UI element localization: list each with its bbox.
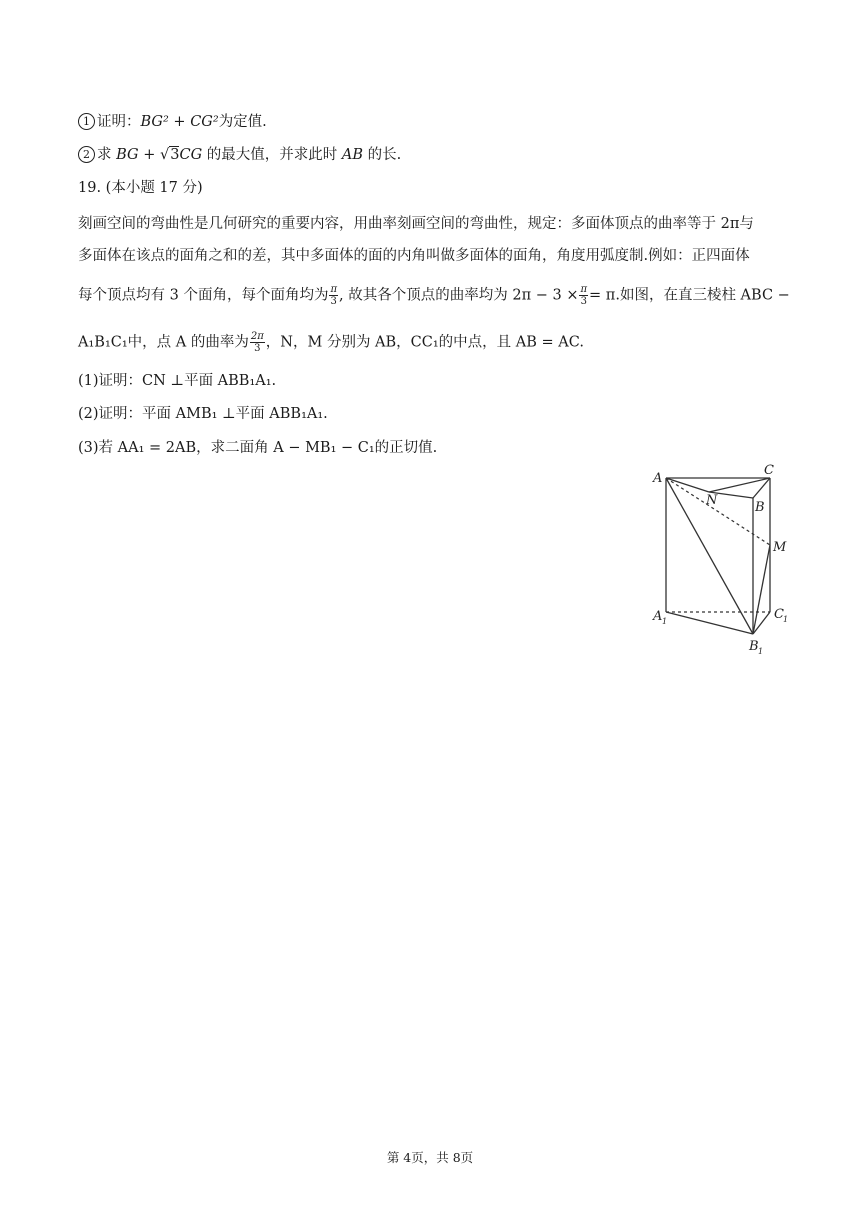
- item-1-label: 证明：: [97, 114, 141, 130]
- sqrt-radicand: 3: [170, 147, 180, 163]
- fraction-numerator: 2π: [250, 331, 264, 342]
- label-B1-sub: 1: [758, 647, 764, 656]
- prism-figure: [644, 458, 804, 663]
- item-1-tail: 为定值.: [218, 114, 267, 130]
- fraction-pi-over-3: [329, 284, 338, 307]
- label-C1-sub: 1: [783, 615, 789, 624]
- item-2-tail: 的长.: [363, 147, 402, 163]
- label-A1: A: [653, 609, 663, 624]
- item-2-ab: AB: [341, 147, 364, 163]
- fraction-denominator: 3: [330, 296, 337, 307]
- item-1: [78, 112, 267, 132]
- fraction-numerator: π: [580, 284, 588, 295]
- question-paragraph-4: [78, 331, 584, 354]
- sqrt-symbol: √3: [160, 147, 180, 163]
- label-N: N: [706, 493, 718, 508]
- item-2-mid: 的最大值，并求此时: [202, 147, 342, 163]
- page-footer: 第 4页，共 8页: [386, 1150, 474, 1165]
- p3-part-c: = π.如图，在直三棱柱 ABC −: [589, 287, 790, 304]
- question-paragraph-3: [78, 284, 790, 307]
- fraction-numerator: π: [330, 284, 338, 295]
- fraction-denominator: 3: [254, 343, 261, 354]
- label-A1-sub: 1: [662, 617, 668, 626]
- sub-question-2: (2)证明：平面 AMB₁ ⊥平面 ABB₁A₁.: [78, 406, 328, 422]
- item-1-expression: BG² + CG²: [140, 114, 219, 130]
- label-B1: B: [749, 639, 759, 654]
- circled-number: 1: [78, 113, 95, 130]
- item-2-expression-b: CG: [179, 147, 203, 163]
- question-paragraph-2: 多面体在该点的面角之和的差，其中多面体的面的内角叫做多面体的面角，角度用弧度制.例如：正四面体: [78, 248, 750, 264]
- item-2-expression-a: BG +: [116, 147, 160, 163]
- edge-NC: [709, 478, 770, 492]
- edge-B1M: [753, 545, 770, 634]
- fraction-denominator: 3: [580, 296, 587, 307]
- sub-question-3: (3)若 AA₁ = 2AB，求二面角 A − MB₁ − C₁的正切值.: [78, 440, 438, 456]
- label-C1: C: [774, 607, 784, 622]
- question-header: 19. (本小题 17 分): [78, 180, 203, 196]
- p3-part-a: 每个顶点均有 3 个面角，每个面角均为: [78, 287, 329, 304]
- p4-part-b: ，N，M 分别为 AB，CC₁的中点，且 AB = AC.: [265, 334, 584, 351]
- edge-A1B1: [666, 612, 753, 634]
- item-2-label: 求: [97, 147, 117, 163]
- label-M: M: [773, 540, 787, 555]
- label-B: B: [755, 500, 765, 515]
- label-A: A: [653, 471, 663, 486]
- question-paragraph-1: 刻画空间的弯曲性是几何研究的重要内容，用曲率刻画空间的弯曲性，规定：多面体顶点的曲率等于 2π与: [78, 216, 754, 232]
- item-2: [78, 145, 401, 165]
- label-C: C: [764, 463, 774, 478]
- p4-part-a: A₁B₁C₁中，点 A 的曲率为: [78, 334, 249, 351]
- circled-number: 2: [78, 146, 95, 163]
- p3-part-b: , 故其各个顶点的曲率均为 2π − 3 ×: [339, 287, 579, 304]
- fraction-2pi-over-3: [250, 331, 265, 354]
- sub-question-1: (1)证明：CN ⊥平面 ABB₁A₁.: [78, 373, 277, 389]
- fraction-pi-over-3-b: [579, 284, 588, 307]
